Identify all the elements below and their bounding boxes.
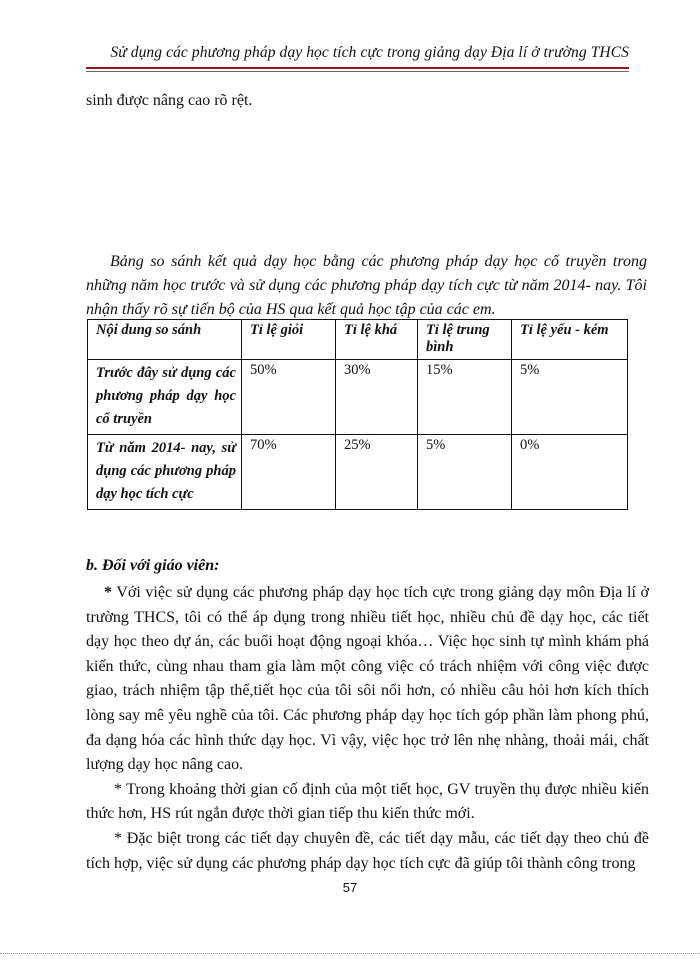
section-heading: b. Đối với giáo viên: [86, 557, 220, 574]
body-text [86, 581, 649, 876]
header-cell: Tỉ lệ yếu - kém [512, 320, 628, 360]
header-cell: Tỉ lệ khá [336, 320, 418, 360]
header-cell: Nội dung so sánh [88, 320, 242, 360]
row-label: Từ năm 2014- nay, sử dụng các phương pháp dạy học tích cực [88, 435, 242, 510]
paragraph: * Trong khoảng thời gian cố định của một tiết học, GV truyền thụ được nhiều kiến thức hơn, HS rút ngắn được thời gian tiếp thu kiến thức mới. [86, 780, 649, 823]
paragraph [86, 581, 649, 778]
header-cell: Tỉ lệ giỏi [242, 320, 336, 360]
comparison-table [87, 319, 628, 510]
table-row [88, 435, 628, 510]
header-rule-thin [86, 71, 629, 72]
continued-text-line: sinh được nâng cao rõ rệt. [86, 92, 253, 109]
table-intro-paragraph: Bảng so sánh kết quả dạy học bằng các phương pháp dạy học cổ truyền trong những năm học trước và sử dụng các phương pháp dạy tích cực từ năm 2014- nay. Tôi nhận thấy rõ sự tiến bộ của HS qua kết quả học tập của các em. [86, 253, 647, 318]
running-header: Sử dụng các phương pháp dạy học tích cực trong giảng dạy Địa lí ở trường THCS [110, 44, 629, 61]
rate-yeu-kem: 0% [512, 435, 628, 510]
header-cell: Tỉ lệ trung bình [418, 320, 512, 360]
rate-yeu-kem: 5% [512, 360, 628, 435]
page-edge [0, 953, 700, 954]
page-number: 57 [342, 880, 358, 895]
rate-kha: 25% [336, 435, 418, 510]
paragraph: * Đặc biệt trong các tiết dạy chuyên đề, các tiết dạy mẫu, các tiết dạy theo chủ đề tích hợp, việc sử dụng các phương pháp dạy học tích cực đã giúp tôi thành công trong [86, 829, 649, 872]
rate-trung-binh: 15% [418, 360, 512, 435]
rate-gioi: 70% [242, 435, 336, 510]
rate-kha: 30% [336, 360, 418, 435]
table-row [88, 360, 628, 435]
bullet-star: * [104, 584, 112, 601]
rate-trung-binh: 5% [418, 435, 512, 510]
header-rule [86, 67, 629, 69]
rate-gioi: 50% [242, 360, 336, 435]
table-header-row [88, 320, 628, 360]
paragraph-text: Với việc sử dụng các phương pháp dạy học tích cực trong giảng dạy môn Địa lí ở trường THCS, tôi có thể áp dụng trong nhiều tiết học, nhiều chủ đề dạy học, các tiết dạy học theo dự án, các buổi hoạt động ngoại khóa… Việc học sinh tự mình khám phá kiến thức, cùng nhau tham gia làm một công việc có trách nhiệm với công việc được giao, trách nhiệm tập thể,tiết học của tôi sôi nổi hơn, có nhiều câu hỏi hơn kích thích lòng say mê yêu nghề của tôi. Các phương pháp dạy học tích góp phần làm phong phú, đa dạng hóa các hình thức dạy học. Vì vậy, việc học trở lên nhẹ nhàng, thoải mái, chất lượng dạy học nâng cao. [86, 584, 649, 774]
row-label: Trước đây sử dụng các phương pháp dạy học cổ truyền [88, 360, 242, 435]
